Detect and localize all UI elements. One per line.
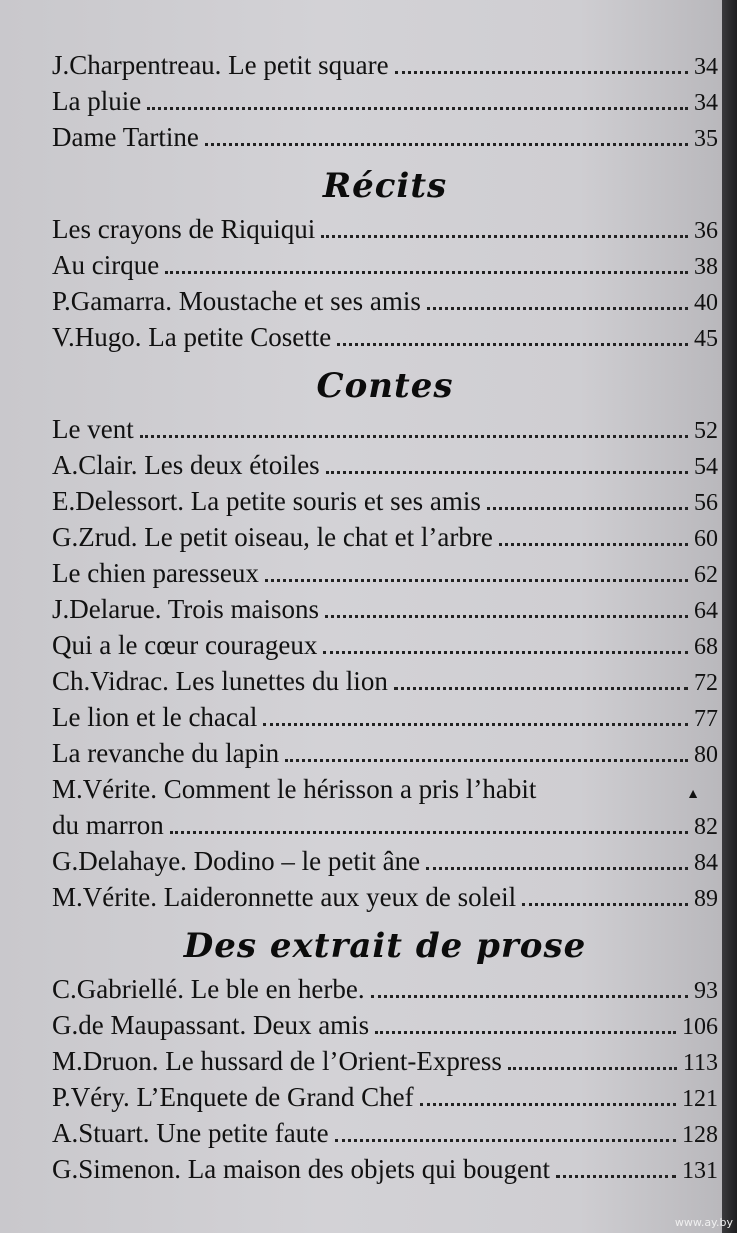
toc-entry-title: G.de Maupassant. Deux amis	[52, 1010, 370, 1040]
toc-entry-title: Au cirque	[52, 250, 160, 280]
dot-leader	[323, 651, 688, 654]
toc-entry-page: 60	[694, 526, 718, 552]
dot-leader	[205, 143, 688, 146]
toc-entry-page: 38	[694, 254, 718, 280]
print-mark-icon: ▲	[686, 787, 700, 802]
toc-entry	[52, 250, 718, 286]
toc-entry-title: Qui a le cœur courageux	[52, 630, 318, 660]
toc-entry-page: 64	[694, 598, 718, 624]
toc-entry-page: 77	[694, 706, 718, 732]
toc-entry-page: 45	[694, 326, 718, 352]
toc-entry-title: Les crayons de Riquiqui	[52, 214, 316, 244]
toc-entry-title: Le vent	[52, 414, 134, 444]
toc-entry-title: P.Véry. L’Enquete de Grand Chef	[52, 1082, 414, 1112]
toc-entry-page: 93	[694, 978, 718, 1004]
dot-leader	[508, 1067, 677, 1070]
toc-entry-page: 89	[694, 886, 718, 912]
dot-leader	[371, 995, 688, 998]
dot-leader	[170, 831, 688, 834]
dot-leader	[522, 903, 688, 906]
toc-entry-wrapped-first-line	[52, 774, 718, 810]
toc-entry	[52, 810, 718, 846]
toc-entry-page: 36	[694, 218, 718, 244]
toc-entry	[52, 450, 718, 486]
dot-leader	[337, 343, 688, 346]
dot-leader	[326, 471, 688, 474]
dot-leader	[285, 759, 688, 762]
toc-entry	[52, 322, 718, 358]
toc-entry-title: La revanche du lapin	[52, 738, 280, 768]
toc-entry	[52, 558, 718, 594]
dot-leader	[427, 307, 688, 310]
toc-entry-page: 40	[694, 290, 718, 316]
toc-entry-title: M.Vérite. Laideronnette aux yeux de soleil	[52, 882, 517, 912]
toc-entry-page: 34	[694, 54, 718, 80]
toc-entry	[52, 846, 718, 882]
toc-entry	[52, 1154, 718, 1190]
toc-entry	[52, 414, 718, 450]
toc-entry-title: Ch.Vidrac. Les lunettes du lion	[52, 666, 388, 696]
dot-leader	[325, 615, 688, 618]
toc-entry	[52, 666, 718, 702]
toc-entry	[52, 702, 718, 738]
toc-entry	[52, 86, 718, 122]
watermark: www.ay.by	[674, 1216, 733, 1229]
dot-leader	[265, 579, 688, 582]
toc-entry-title: A.Stuart. Une petite faute	[52, 1118, 329, 1148]
toc-entry-page: 62	[694, 562, 718, 588]
dot-leader	[140, 435, 688, 438]
toc-entry-title: La pluie	[52, 86, 142, 116]
table-of-contents	[52, 50, 718, 1190]
toc-entry-page: 121	[682, 1086, 718, 1112]
toc-entry-title: V.Hugo. La petite Cosette	[52, 322, 332, 352]
toc-entry	[52, 50, 718, 86]
toc-entry-title: G.Zrud. Le petit oiseau, le chat et l’arbre	[52, 522, 493, 552]
toc-entry	[52, 1082, 718, 1118]
toc-entry-page: 68	[694, 634, 718, 660]
toc-entry-page: 34	[694, 90, 718, 116]
toc-entry	[52, 594, 718, 630]
toc-entry	[52, 522, 718, 558]
dot-leader	[426, 867, 688, 870]
dot-leader	[499, 543, 688, 546]
toc-entry-title: C.Gabriellé. Le ble en herbe.	[52, 974, 365, 1004]
section-heading-contes: Contes	[316, 366, 454, 406]
toc-entry	[52, 486, 718, 522]
section-heading-prose: Des extrait de prose	[183, 926, 587, 966]
dot-leader	[487, 507, 688, 510]
toc-entry-title: du marron	[52, 810, 164, 840]
toc-entry-title: G.Delahaye. Dodino – le petit âne	[52, 846, 421, 876]
toc-entry-page: 82	[694, 814, 718, 840]
toc-entry	[52, 286, 718, 322]
toc-entry-page: 128	[682, 1122, 718, 1148]
dot-leader	[147, 107, 688, 110]
toc-entry	[52, 882, 718, 918]
dot-leader	[395, 71, 688, 74]
toc-entry-title: G.Simenon. La maison des objets qui bougent	[52, 1154, 550, 1184]
toc-entry-title: M.Druon. Le hussard de l’Orient-Express	[52, 1046, 502, 1076]
toc-entry	[52, 122, 718, 158]
dot-leader	[165, 271, 688, 274]
book-spine-shadow	[722, 0, 737, 1233]
toc-entry-page: 84	[694, 850, 718, 876]
toc-entry-title: J.Delarue. Trois maisons	[52, 594, 320, 624]
toc-entry-page: 72	[694, 670, 718, 696]
toc-entry	[52, 630, 718, 666]
dot-leader	[556, 1175, 676, 1178]
toc-entry-page: 52	[694, 418, 718, 444]
toc-entry	[52, 1010, 718, 1046]
toc-entry	[52, 1046, 718, 1082]
toc-entry-page: 54	[694, 454, 718, 480]
dot-leader	[321, 235, 688, 238]
dot-leader	[263, 723, 688, 726]
toc-entry-page: 56	[694, 490, 718, 516]
toc-entry-page: 80	[694, 742, 718, 768]
toc-entry-title: Le chien paresseux	[52, 558, 259, 588]
dot-leader	[420, 1103, 676, 1106]
toc-entry-page: 131	[682, 1158, 718, 1184]
toc-entry-title: Le lion et le chacal	[52, 702, 258, 732]
toc-entry	[52, 738, 718, 774]
dot-leader	[375, 1031, 676, 1034]
dot-leader	[394, 687, 688, 690]
toc-entry-title: P.Gamarra. Moustache et ses amis	[52, 286, 421, 316]
toc-entry	[52, 1118, 718, 1154]
toc-entry-title: Dame Tartine	[52, 122, 199, 152]
toc-entry-title: J.Charpentreau. Le petit square	[52, 50, 389, 80]
toc-entry-title: A.Clair. Les deux étoiles	[52, 450, 320, 480]
toc-entry-title: E.Delessort. La petite souris et ses amis	[52, 486, 481, 516]
dot-leader	[335, 1139, 676, 1142]
toc-entry-page: 106	[682, 1014, 718, 1040]
toc-entry-page: 35	[694, 126, 718, 152]
section-heading-recits: Récits	[322, 166, 448, 206]
toc-entry	[52, 974, 718, 1010]
toc-entry	[52, 214, 718, 250]
toc-entry-page: 113	[682, 1050, 718, 1076]
toc-entry-title: M.Vérite. Comment le hérisson a pris l’habit	[52, 774, 537, 804]
